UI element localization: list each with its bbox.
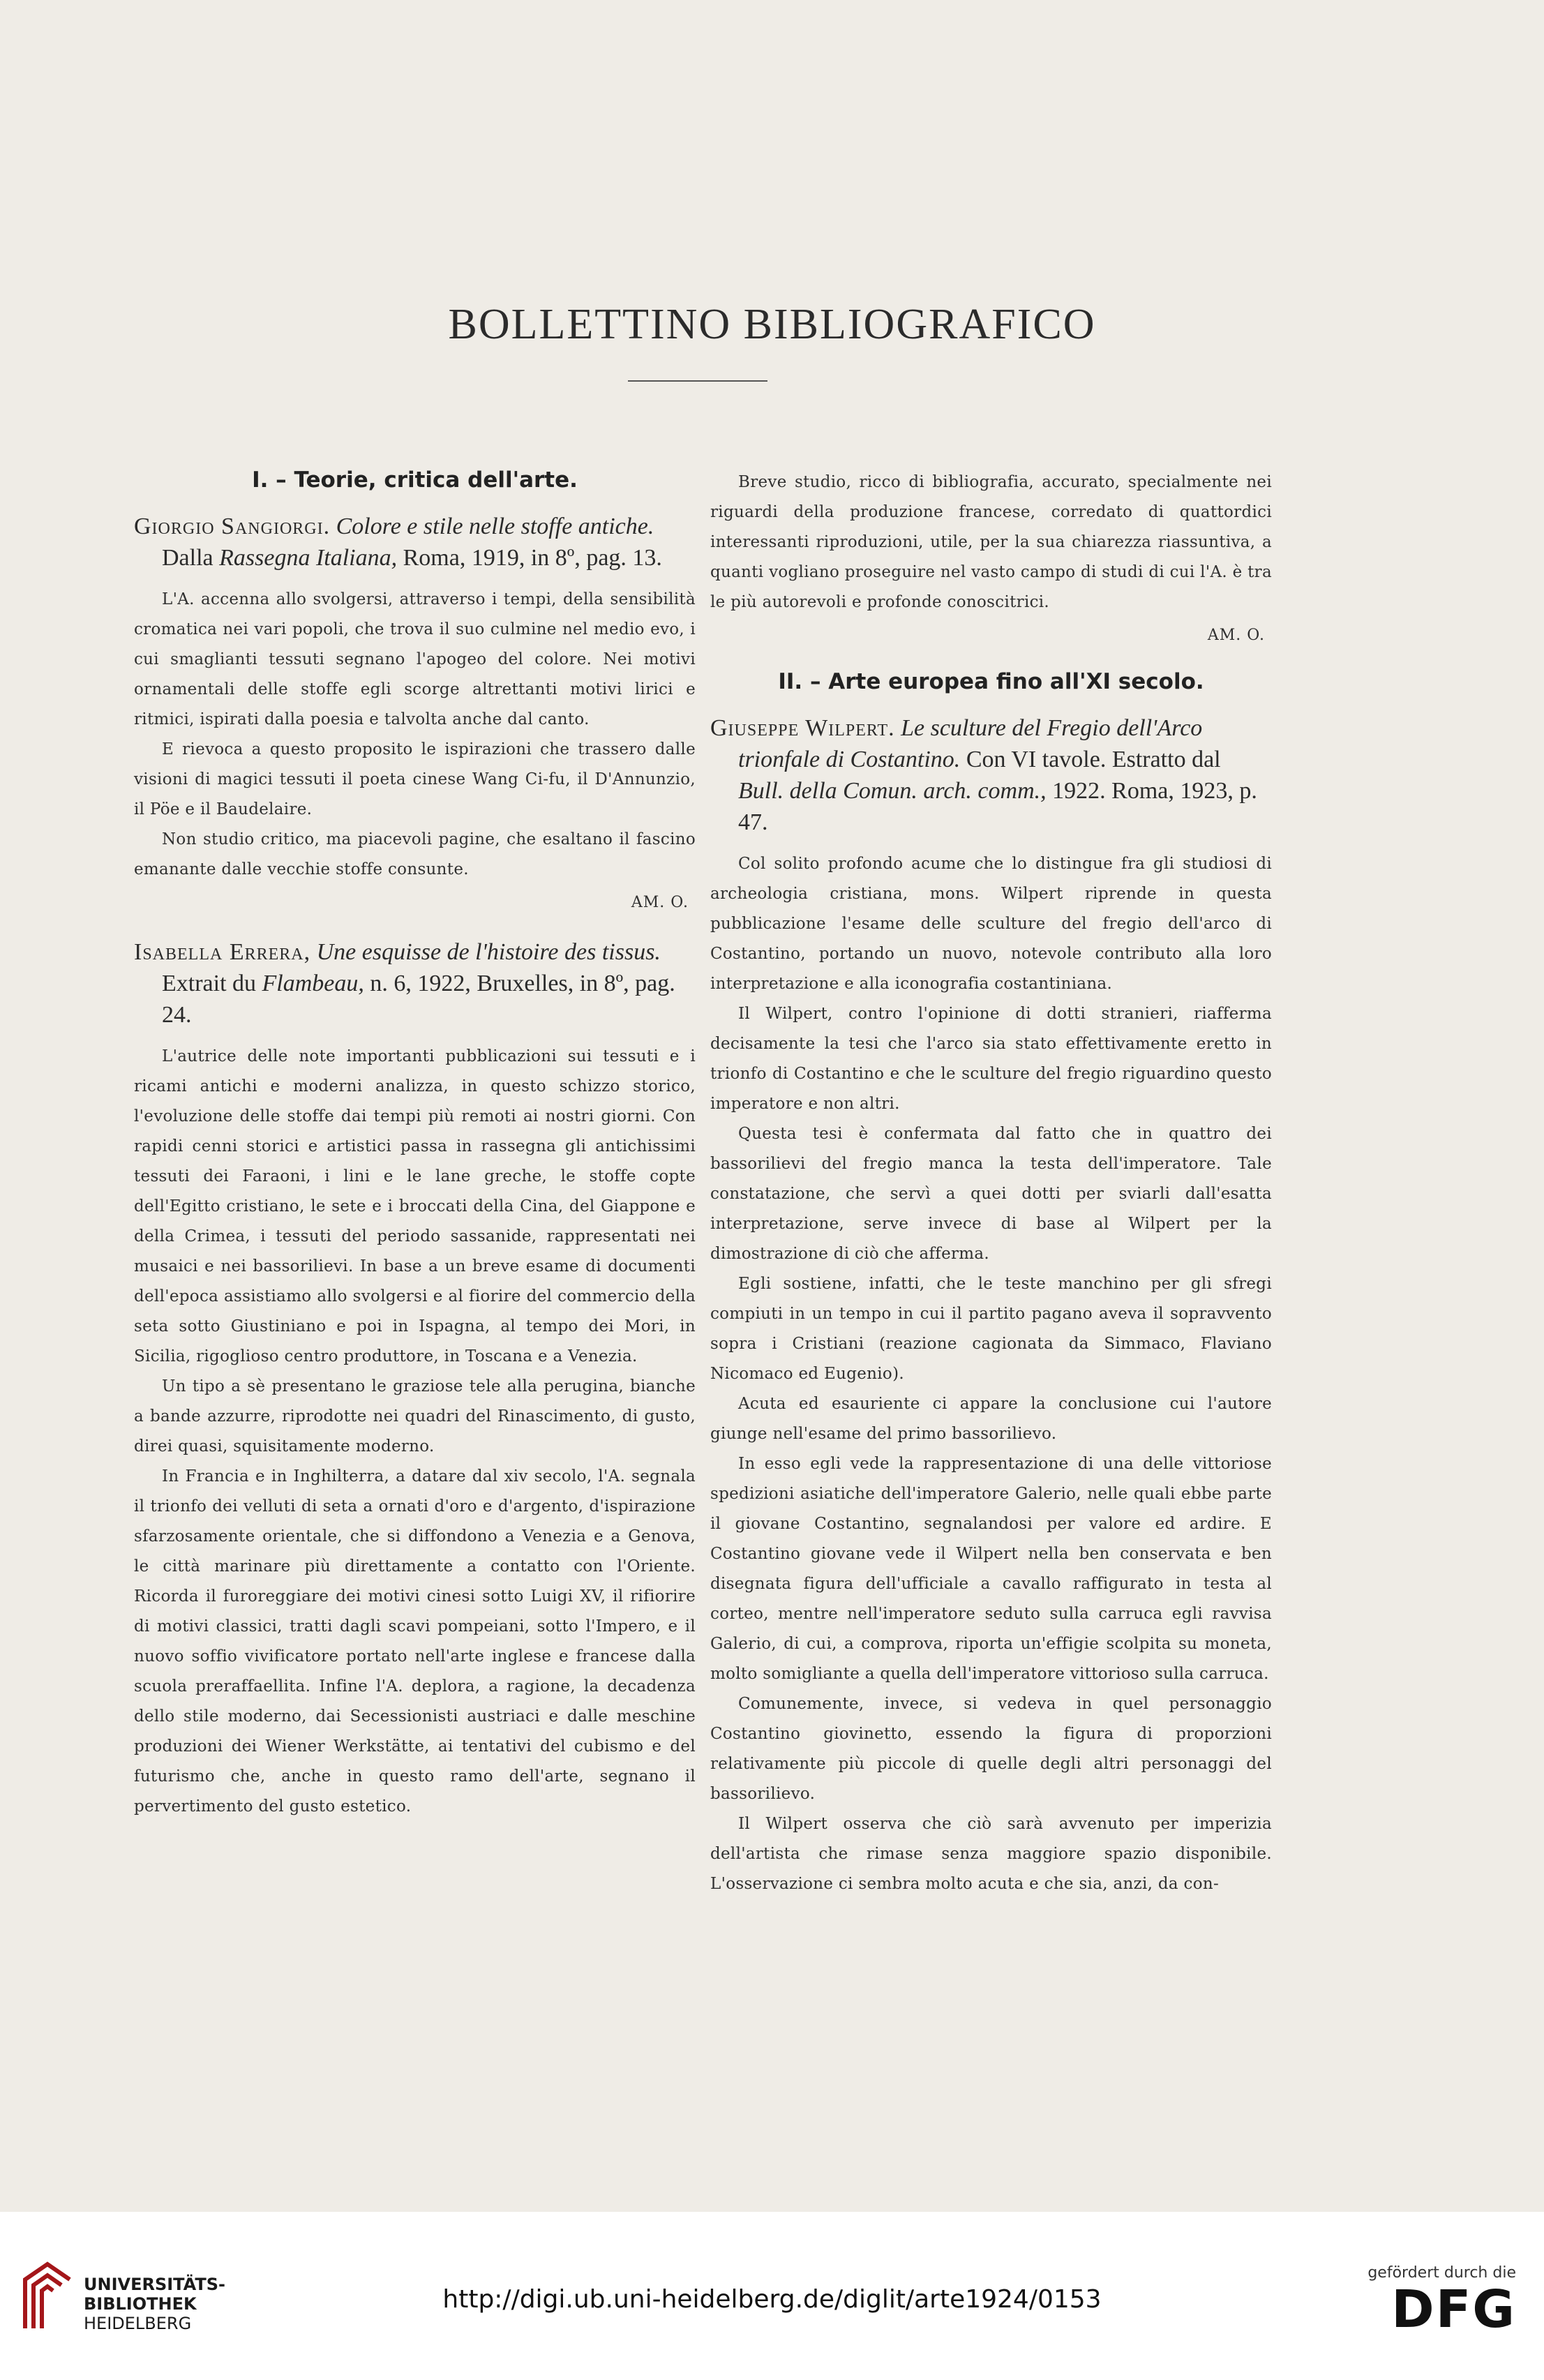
review-paragraph: Il Wilpert, contro l'opinione di dotti stranieri, riafferma decisamente la tesi che l'arco sia stato effettivamente eretto in trionfo di Costantino e che le sculture del fregio riguardino questo imperatore e non altri. [710, 1005, 1272, 1113]
entry-publication-details: n. 6, 1922, Bruxelles, in 8º, pag. 24. [162, 971, 675, 1028]
permalink-url[interactable]: http://digi.ub.uni-heidelberg.de/diglit/arte1924/0153 [442, 2285, 1102, 2314]
review-paragraph: Il Wilpert osserva che ciò sarà avvenuto per imperizia dell'artista che rimase senza maggiore spazio disponibile. L'osservazione ci sembra molto acuta e che sia, anzi, da con- [710, 1815, 1272, 1893]
entry-author: Giuseppe Wilpert. [710, 715, 895, 741]
section-heading-1: I. – Teorie, critica dell'arte. [252, 467, 578, 493]
sponsor-caption: gefördert durch die [1367, 2264, 1516, 2282]
entry-journal: Flambeau, [262, 971, 364, 996]
library-name-line: HEIDELBERG [84, 2314, 192, 2333]
review-paragraph: Egli sostiene, infatti, che le teste manchino per gli sfregi compiuti in un tempo in cui il partito pagano aveva il sopravvento sopra i Cristiani (reazione cagionata da Simmaco, Flaviano Nicomaco ed Eugenio). [710, 1275, 1272, 1383]
entry-title: Colore e stile nelle stoffe antiche. [336, 514, 654, 539]
entry-publication: Dalla [162, 545, 220, 571]
entry-title: Une esquisse de l'histoire des tissus. [316, 939, 661, 965]
entry-title: Le sculture del Fregio dell'Arco trionfale di Costantino. [738, 715, 1203, 772]
library-name-line: BIBLIOTHEK [84, 2294, 197, 2314]
review-paragraph: L'autrice delle note importanti pubblicazioni sui tessuti e i ricami antichi e moderni analizza, in questo schizzo storico, l'evoluzione delle stoffe dai tempi più remoti ai nostri giorni. Con rapidi cenni storici e artistici passa in rassegna gli antichissimi tessuti dei Faraoni, i lini e le lane greche, le stoffe copte dell'Egitto cristiano, le sete e i broccati della Cina, del Giappone e della Crimea, i tessuti del periodo sassanide, rappresentati nei musaici e nei bassorilievi. In base a un breve esame di documenti dell'epoca assistiamo allo svolgersi e al fiorire del commercio della seta sotto Giustiniano e poi in Ispagna, al tempo dei Mori, in Sicilia, rigoglioso centro produttore, in Toscana e a Venezia. [134, 1047, 696, 1365]
library-name-line: UNIVERSITÄTS- [84, 2275, 226, 2294]
page-title: BOLLETTINO BIBLIOGRAFICO [448, 301, 1096, 348]
entry-author: Giorgio Sangiorgi. [134, 514, 331, 539]
review-paragraph: Questa tesi è confermata dal fatto che in quattro dei bassorilievi del fregio manca la testa dell'imperatore. Tale constatazione, che servì a quei dotti per sviarli dall'esatta interpretazione, serve invece di base al Wilpert per la dimostrazione di ciò che afferma. [710, 1125, 1272, 1263]
entry-publication-details: 1922. Roma, 1923, p. 47. [738, 778, 1257, 835]
review-paragraph: Un tipo a sè presentano le graziose tele alla perugina, bianche a bande azzurre, riprodotte nei quadri del Rinascimento, di gusto, direi quasi, squisitamente moderno. [134, 1377, 696, 1455]
bibliographic-entry [710, 712, 1272, 838]
review-paragraph: E rievoca a questo proposito le ispirazioni che trassero dalle visioni di magici tessuti il poeta cinese Wang Ci-fu, il D'Annunzio, il Pöe e il Baudelaire. [134, 740, 696, 818]
review-paragraph: L'A. accenna allo svolgersi, attraverso i tempi, della sensibilità cromatica nei vari popoli, che trova il suo culmine nel medio evo, i cui smaglianti tessuti segnano l'apogeo del colore. Nei motivi ornamentali delle stoffe egli scorge altrettanti motivi lirici e ritmici, ispirati dalla poesia e talvolta anche dal canto. [134, 590, 696, 728]
left-column [134, 467, 696, 1822]
dfg-logo-text: DFG [1391, 2280, 1516, 2340]
entry-publication: Extrait du [162, 971, 262, 996]
right-column [710, 467, 1272, 1899]
section-heading-2: II. – Arte europea fino all'XI secolo. [778, 669, 1204, 694]
review-paragraph: Col solito profondo acume che lo distingue fra gli studiosi di archeologia cristiana, mons. Wilpert riprende in questa pubblicazione l'esame delle sculture del fregio dell'arco di Costantino, portando un nuovo, notevole contributo alla loro interpretazione e alla iconografia costantiniana. [710, 855, 1272, 993]
review-paragraph: Breve studio, ricco di bibliografia, accurato, specialmente nei riguardi della produzione francese, corredato di quattordici interessanti riproduzioni, utile, per la sua chiarezza riassuntiva, a quanti vogliano proseguire nel vasto campo di studi di cui l'A. è tra le più autorevoli e profonde conoscitrici. [710, 473, 1272, 611]
review-paragraph: In Francia e in Inghilterra, a datare dal xiv secolo, l'A. segnala il trionfo dei velluti di seta a ornati d'oro e d'argento, d'ispirazione sfarzosamente orientale, che si diffondono a Venezia e a Genova, le città marinare più direttamente a contatto con l'Oriente. Ricorda il furoreggiare dei motivi cinesi sotto Luigi XV, il rifiorire di motivi classici, tratti dagli scavi pompeiani, sotto l'Impero, e il nuovo soffio vivificatore portato nell'arte inglese e francese dalla scuola preraffaellita. Infine l'A. deplora, a ragione, la decadenza dello stile moderno, dai Secessionisti austriaci e dalle meschine produzioni dei Wiener Werkstätte, ai tentativi del cubismo e del futurismo che, anche in questo ramo dell'arte, segnano il pervertimento del gusto estetico. [134, 1467, 696, 1816]
entry-journal: Rassegna Italiana, [219, 545, 398, 571]
review-paragraph: Non studio critico, ma piacevoli pagine, che esaltano il fascino emanante dalle vecchie stoffe consunte. [134, 830, 696, 878]
dfg-sponsor-logo[interactable] [1335, 2264, 1516, 2340]
entry-publication: Con VI tavole. Estratto dal [960, 747, 1221, 772]
review-paragraph: In esso egli vede la rappresentazione di una delle vittoriose spedizioni asiatiche dell'imperatore Galerio, nelle quali ebbe parte il giovane Costantino, segnalandosi per valore ed ardire. E Costantino giovane vede il Wilpert nella ben conservata e ben disegnata figura dell'ufficiale a cavallo raffigurato in testa al corteo, mentre nell'imperatore seduto sulla carruca egli ravvisa Galerio, di cui, a comprova, riporta un'effigie scolpita su moneta, molto somigliante a quella dell'imperatore vittorioso sulla carruca. [710, 1455, 1272, 1683]
bibliographic-entry [134, 511, 696, 574]
entry-journal: Bull. della Comun. arch. comm., [738, 778, 1047, 804]
review-paragraph: Acuta ed esauriente ci appare la conclusione cui l'autore giunge nell'esame del primo bassorilievo. [710, 1395, 1272, 1443]
bibliographic-entry [134, 936, 696, 1031]
entry-publication-details: Roma, 1919, in 8º, pag. 13. [397, 545, 662, 571]
reviewer-signature: AM. O. [631, 894, 689, 911]
reviewer-signature: AM. O. [1207, 627, 1265, 644]
title-divider [628, 380, 767, 382]
entry-author: Isabella Errera, [134, 939, 311, 965]
review-paragraph: Comunemente, invece, si vedeva in quel personaggio Costantino giovinetto, essendo la figura di proporzioni relativamente più piccole di quelle degli altri personaggi del bassorilievo. [710, 1695, 1272, 1803]
